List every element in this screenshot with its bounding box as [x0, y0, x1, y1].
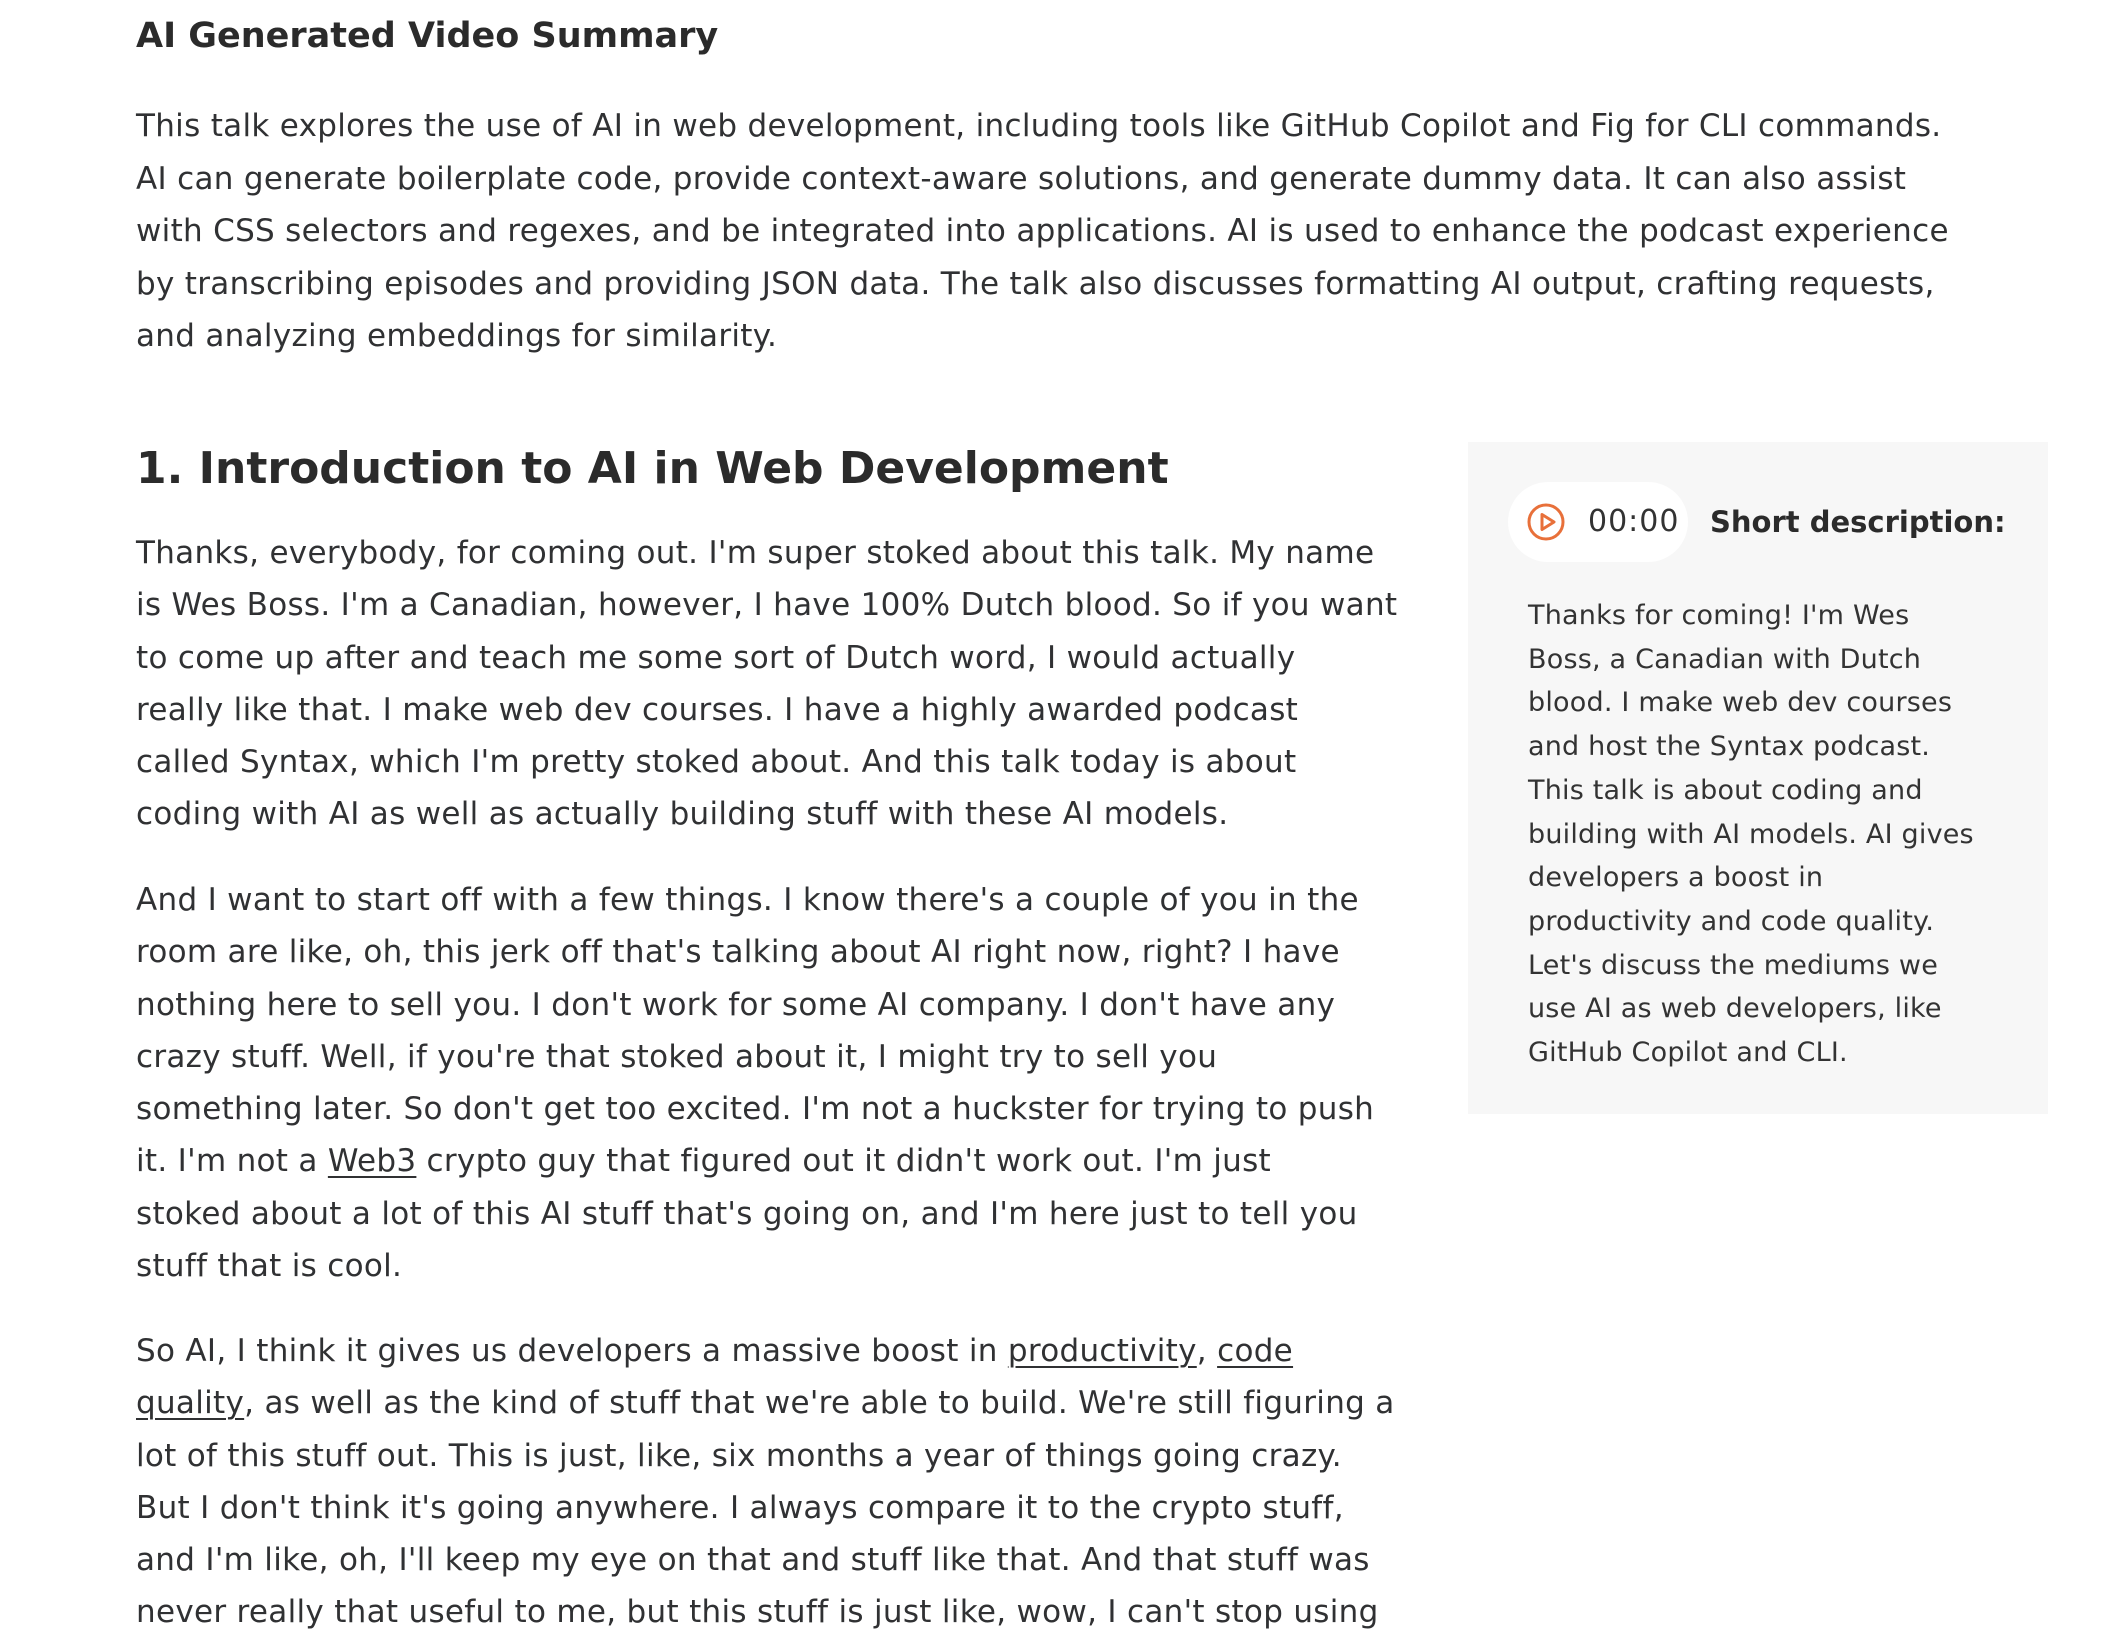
short-description-line: developers a boost in [1528, 862, 1824, 894]
short-description-line: blood. I make web dev courses [1528, 687, 1953, 719]
short-description-line: use AI as web developers, like [1528, 993, 1942, 1025]
productivity-link[interactable]: productivity [1007, 1333, 1197, 1369]
short-description-label: Short description: [1710, 505, 2006, 539]
transcript-line-with-link [136, 1325, 1406, 1377]
play-timestamp-button[interactable] [1508, 482, 1688, 562]
transcript-line: And I want to start off with a few things. I know there's a couple of you in the [136, 882, 1359, 918]
short-description-line: This talk is about coding and [1528, 774, 1923, 806]
play-circle-icon [1526, 502, 1566, 542]
timestamp: 00:00 [1588, 504, 1680, 539]
summary-line: with CSS selectors and regexes, and be integrated into applications. AI is used to enhance the podcast experience [136, 213, 1949, 249]
transcript-paragraph-1 [136, 527, 1406, 841]
short-description-line: building with AI models. AI gives [1528, 818, 1974, 850]
short-description-line: and host the Syntax podcast. [1528, 731, 1931, 763]
transcript-line: But I don't think it's going anywhere. I always compare it to the crypto stuff, [136, 1489, 1344, 1526]
summary-text [136, 100, 2016, 363]
transcript-line: Thanks, everybody, for coming out. I'm super stoked about this talk. My name [136, 535, 1375, 571]
transcript-line: nothing here to sell you. I don't work for some AI company. I don't have any [136, 986, 1336, 1023]
transcript-paragraph-3 [136, 1325, 1406, 1639]
short-description-line: GitHub Copilot and CLI. [1528, 1037, 1848, 1069]
transcript-line: called Syntax, which I'm pretty stoked about. And this talk today is about [136, 744, 1297, 781]
transcript-line: and I'm like, oh, I'll keep my eye on that and stuff like that. And that stuff was [136, 1542, 1370, 1579]
transcript-line-with-link [136, 1377, 1406, 1429]
short-description-text [1528, 594, 2028, 1075]
transcript-line: is Wes Boss. I'm a Canadian, however, I have 100% Dutch blood. So if you want [136, 587, 1398, 624]
transcript-line: really like that. I make web dev courses. I have a highly awarded podcast [136, 691, 1299, 728]
section-title: 1. Introduction to AI in Web Development [136, 443, 1169, 494]
short-description-line: productivity and code quality. [1528, 905, 1935, 937]
transcript-line: stuff that is cool. [136, 1248, 403, 1285]
short-description-line: Thanks for coming! I'm Wes [1528, 600, 1910, 631]
text-fragment: , [1196, 1333, 1218, 1369]
summary-line: by transcribing episodes and providing JSON data. The talk also discusses formatting AI output, crafting requests, [136, 265, 1935, 302]
transcript-line: stoked about a lot of this AI stuff that's going on, and I'm here just to tell you [136, 1195, 1358, 1232]
text-fragment: it. I'm not a [136, 1143, 328, 1180]
transcript-line: coding with AI as well as actually building stuff with these AI models. [136, 796, 1229, 833]
text-fragment: , as well as the kind of stuff that we're able to build. We're still figuring a [244, 1385, 1395, 1422]
short-description-line: Let's discuss the mediums we [1528, 949, 1939, 981]
transcript-line: lot of this stuff out. This is just, like, six months a year of things going crazy. [136, 1437, 1342, 1474]
transcript-line: crazy stuff. Well, if you're that stoked about it, I might try to sell you [136, 1038, 1218, 1075]
summary-line: and analyzing embeddings for similarity. [136, 318, 778, 354]
web3-link[interactable]: Web3 [327, 1143, 417, 1180]
code-quality-link-continued[interactable]: quality [136, 1385, 245, 1422]
text-fragment: So AI, I think it gives us developers a massive boost in [136, 1333, 1008, 1369]
transcript-line: something later. So don't get too excited. I'm not a huckster for trying to push [136, 1091, 1375, 1128]
transcript-line: room are like, oh, this jerk off that's talking about AI right now, right? I have [136, 934, 1340, 971]
transcript-line-with-link [136, 1135, 1406, 1187]
transcript-line: to come up after and teach me some sort of Dutch word, I would actually [136, 639, 1296, 676]
code-quality-link[interactable]: code [1217, 1333, 1294, 1369]
text-fragment: crypto guy that figured out it didn't work out. I'm just [416, 1143, 1272, 1180]
summary-line: This talk explores the use of AI in web development, including tools like GitHub Copilot and Fig for CLI commands. [136, 108, 1942, 144]
transcript-line: never really that useful to me, but this stuff is just like, wow, I can't stop using [136, 1594, 1379, 1631]
summary-heading: AI Generated Video Summary [136, 16, 719, 56]
chapter-side-panel [1468, 442, 2048, 1114]
summary-line: AI can generate boilerplate code, provide context-aware solutions, and generate dummy data. It can also assist [136, 160, 1907, 197]
short-description-line: Boss, a Canadian with Dutch [1528, 643, 1922, 675]
transcript-paragraph-2 [136, 874, 1406, 1292]
